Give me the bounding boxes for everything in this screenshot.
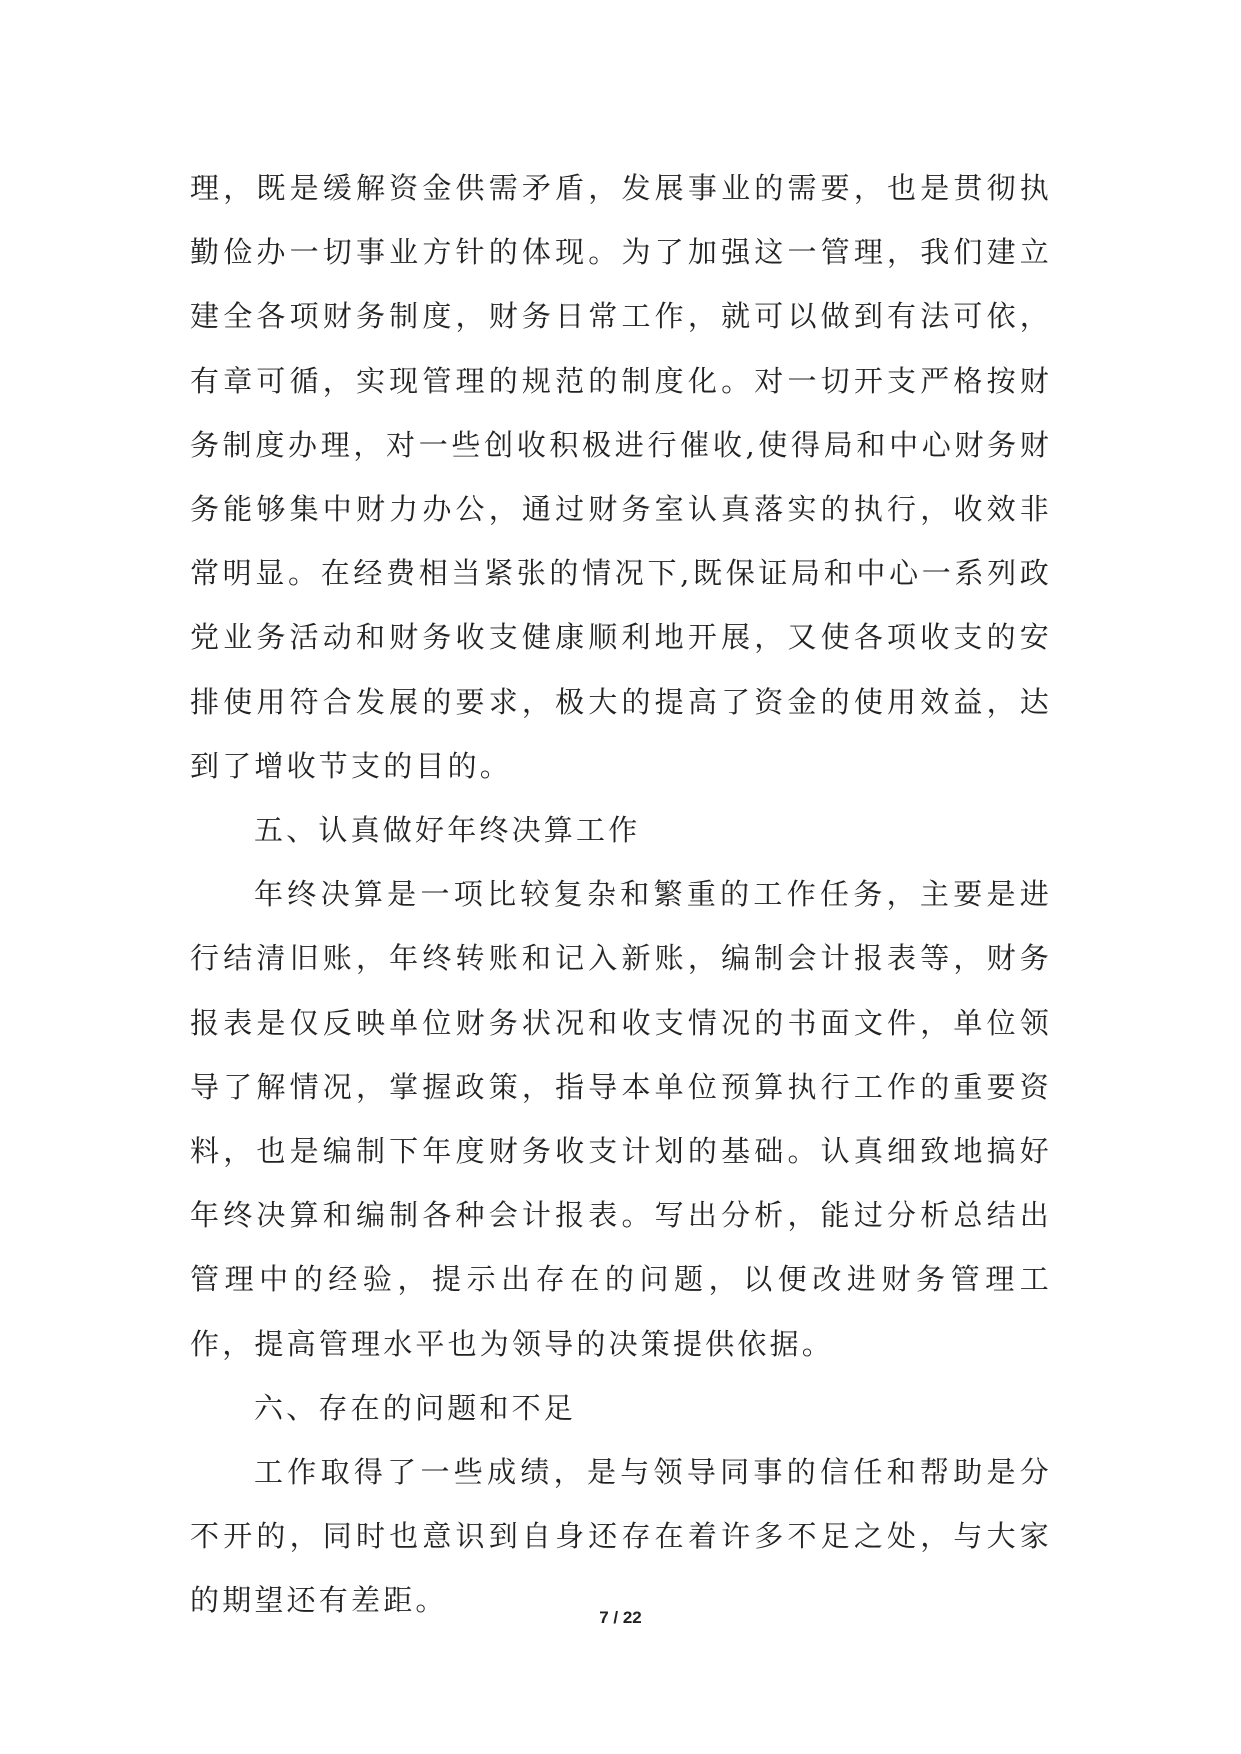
page-number: 7 / 22: [599, 1608, 642, 1627]
paragraph-financial-management: 理，既是缓解资金供需矛盾，发展事业的需要，也是贯彻执勤俭办一切事业方针的体现。为了加强这一管理，我们建立建全各项财务制度，财务日常工作，就可以做到有法可依，有章可循，实现管理的规范的制度化。对一切开支严格按财务制度办理，对一些创收积极进行催收,使得局和中心财务财务能够集中财力办公，通过财务室认真落实的执行，收效非常明显。在经费相当紧张的情况下,既保证局和中心一系列政党业务活动和财务收支健康顺利地开展，又使各项收支的安排使用符合发展的要求，极大的提高了资金的使用效益，达到了增收节支的目的。: [190, 171, 1052, 783]
section-heading-year-end-settlement: 五、认真做好年终决算工作: [254, 813, 641, 848]
paragraph-year-end-settlement: 年终决算是一项比较复杂和繁重的工作任务，主要是进行结清旧账，年终转账和记入新账，编制会计报表等，财务报表是仅反映单位财务状况和收支情况的书面文件，单位领导了解情况，掌握政策，指导本单位预算执行工作的重要资料，也是编制下年度财务收支计划的基础。认真细致地搞好年终决算和编制各种会计报表。写出分析，能过分析总结出管理中的经验，提示出存在的问题，以便改进财务管理工作，提高管理水平也为领导的决策提供依据。: [190, 877, 1052, 1361]
section-heading-problems: 六、存在的问题和不足: [254, 1390, 577, 1425]
paragraph-problems: 工作取得了一些成绩，是与领导同事的信任和帮助是分不开的，同时也意识到自身还存在着许多不足之处，与大家的期望还有差距。: [190, 1455, 1052, 1618]
document-body: [190, 156, 1052, 1633]
